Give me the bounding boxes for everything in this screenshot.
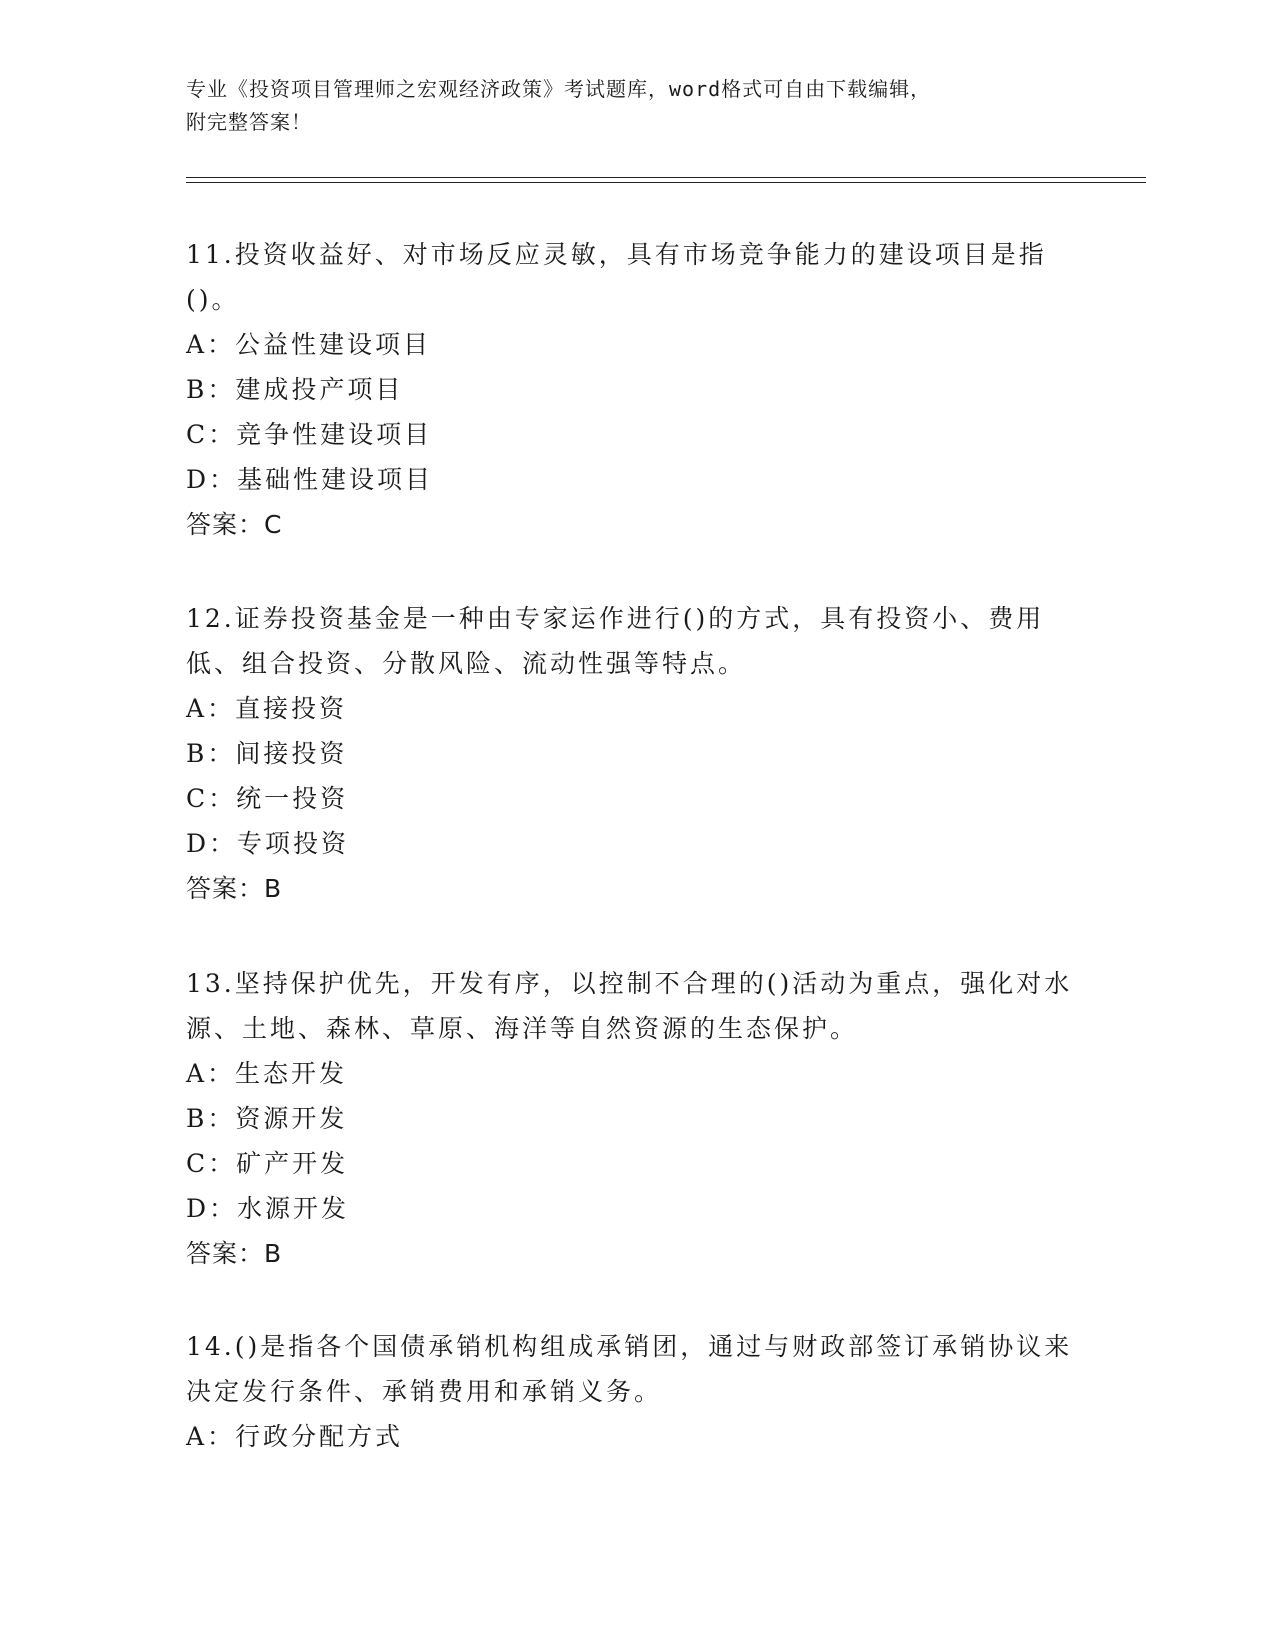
option-a: A：行政分配方式 <box>186 1422 404 1451</box>
question-11 <box>186 232 1086 547</box>
option-b: B：间接投资 <box>186 739 348 768</box>
document-header <box>186 73 1106 139</box>
header-divider-bottom <box>186 182 1146 183</box>
question-stem: 14.()是指各个国债承销机构组成承销团，通过与财政部签订承销协议来决定发行条件、承销费用和承销义务。 <box>186 1332 1073 1406</box>
option-a: A：直接投资 <box>186 694 348 723</box>
option-a: A：生态开发 <box>186 1059 348 1088</box>
answer-line: 答案：B <box>186 1239 283 1268</box>
question-14 <box>186 1324 1086 1459</box>
question-13 <box>186 961 1086 1276</box>
question-stem: 11.投资收益好、对市场反应灵敏，具有市场竞争能力的建设项目是指()。 <box>186 240 1047 314</box>
option-c: C：矿产开发 <box>186 1149 349 1178</box>
option-c: C：竞争性建设项目 <box>186 420 433 449</box>
question-12 <box>186 596 1086 911</box>
answer-line: 答案：B <box>186 874 283 903</box>
question-stem: 12.证券投资基金是一种由专家运作进行()的方式，具有投资小、费用低、组合投资、分散风险、流动性强等特点。 <box>186 604 1045 678</box>
option-d: D：基础性建设项目 <box>186 465 434 494</box>
option-a: A：公益性建设项目 <box>186 330 432 359</box>
option-b: B：建成投产项目 <box>186 375 404 404</box>
header-line-1: 专业《投资项目管理师之宏观经济政策》考试题库，word格式可自由下载编辑， <box>186 77 932 101</box>
option-d: D：水源开发 <box>186 1194 350 1223</box>
header-line-2: 附完整答案！ <box>186 110 312 134</box>
option-b: B：资源开发 <box>186 1104 348 1133</box>
question-stem: 13.坚持保护优先，开发有序，以控制不合理的()活动为重点，强化对水源、土地、森林、草原、海洋等自然资源的生态保护。 <box>186 969 1073 1043</box>
answer-line: 答案：C <box>186 510 283 539</box>
option-d: D：专项投资 <box>186 829 350 858</box>
header-divider-top <box>186 177 1146 178</box>
option-c: C：统一投资 <box>186 784 349 813</box>
